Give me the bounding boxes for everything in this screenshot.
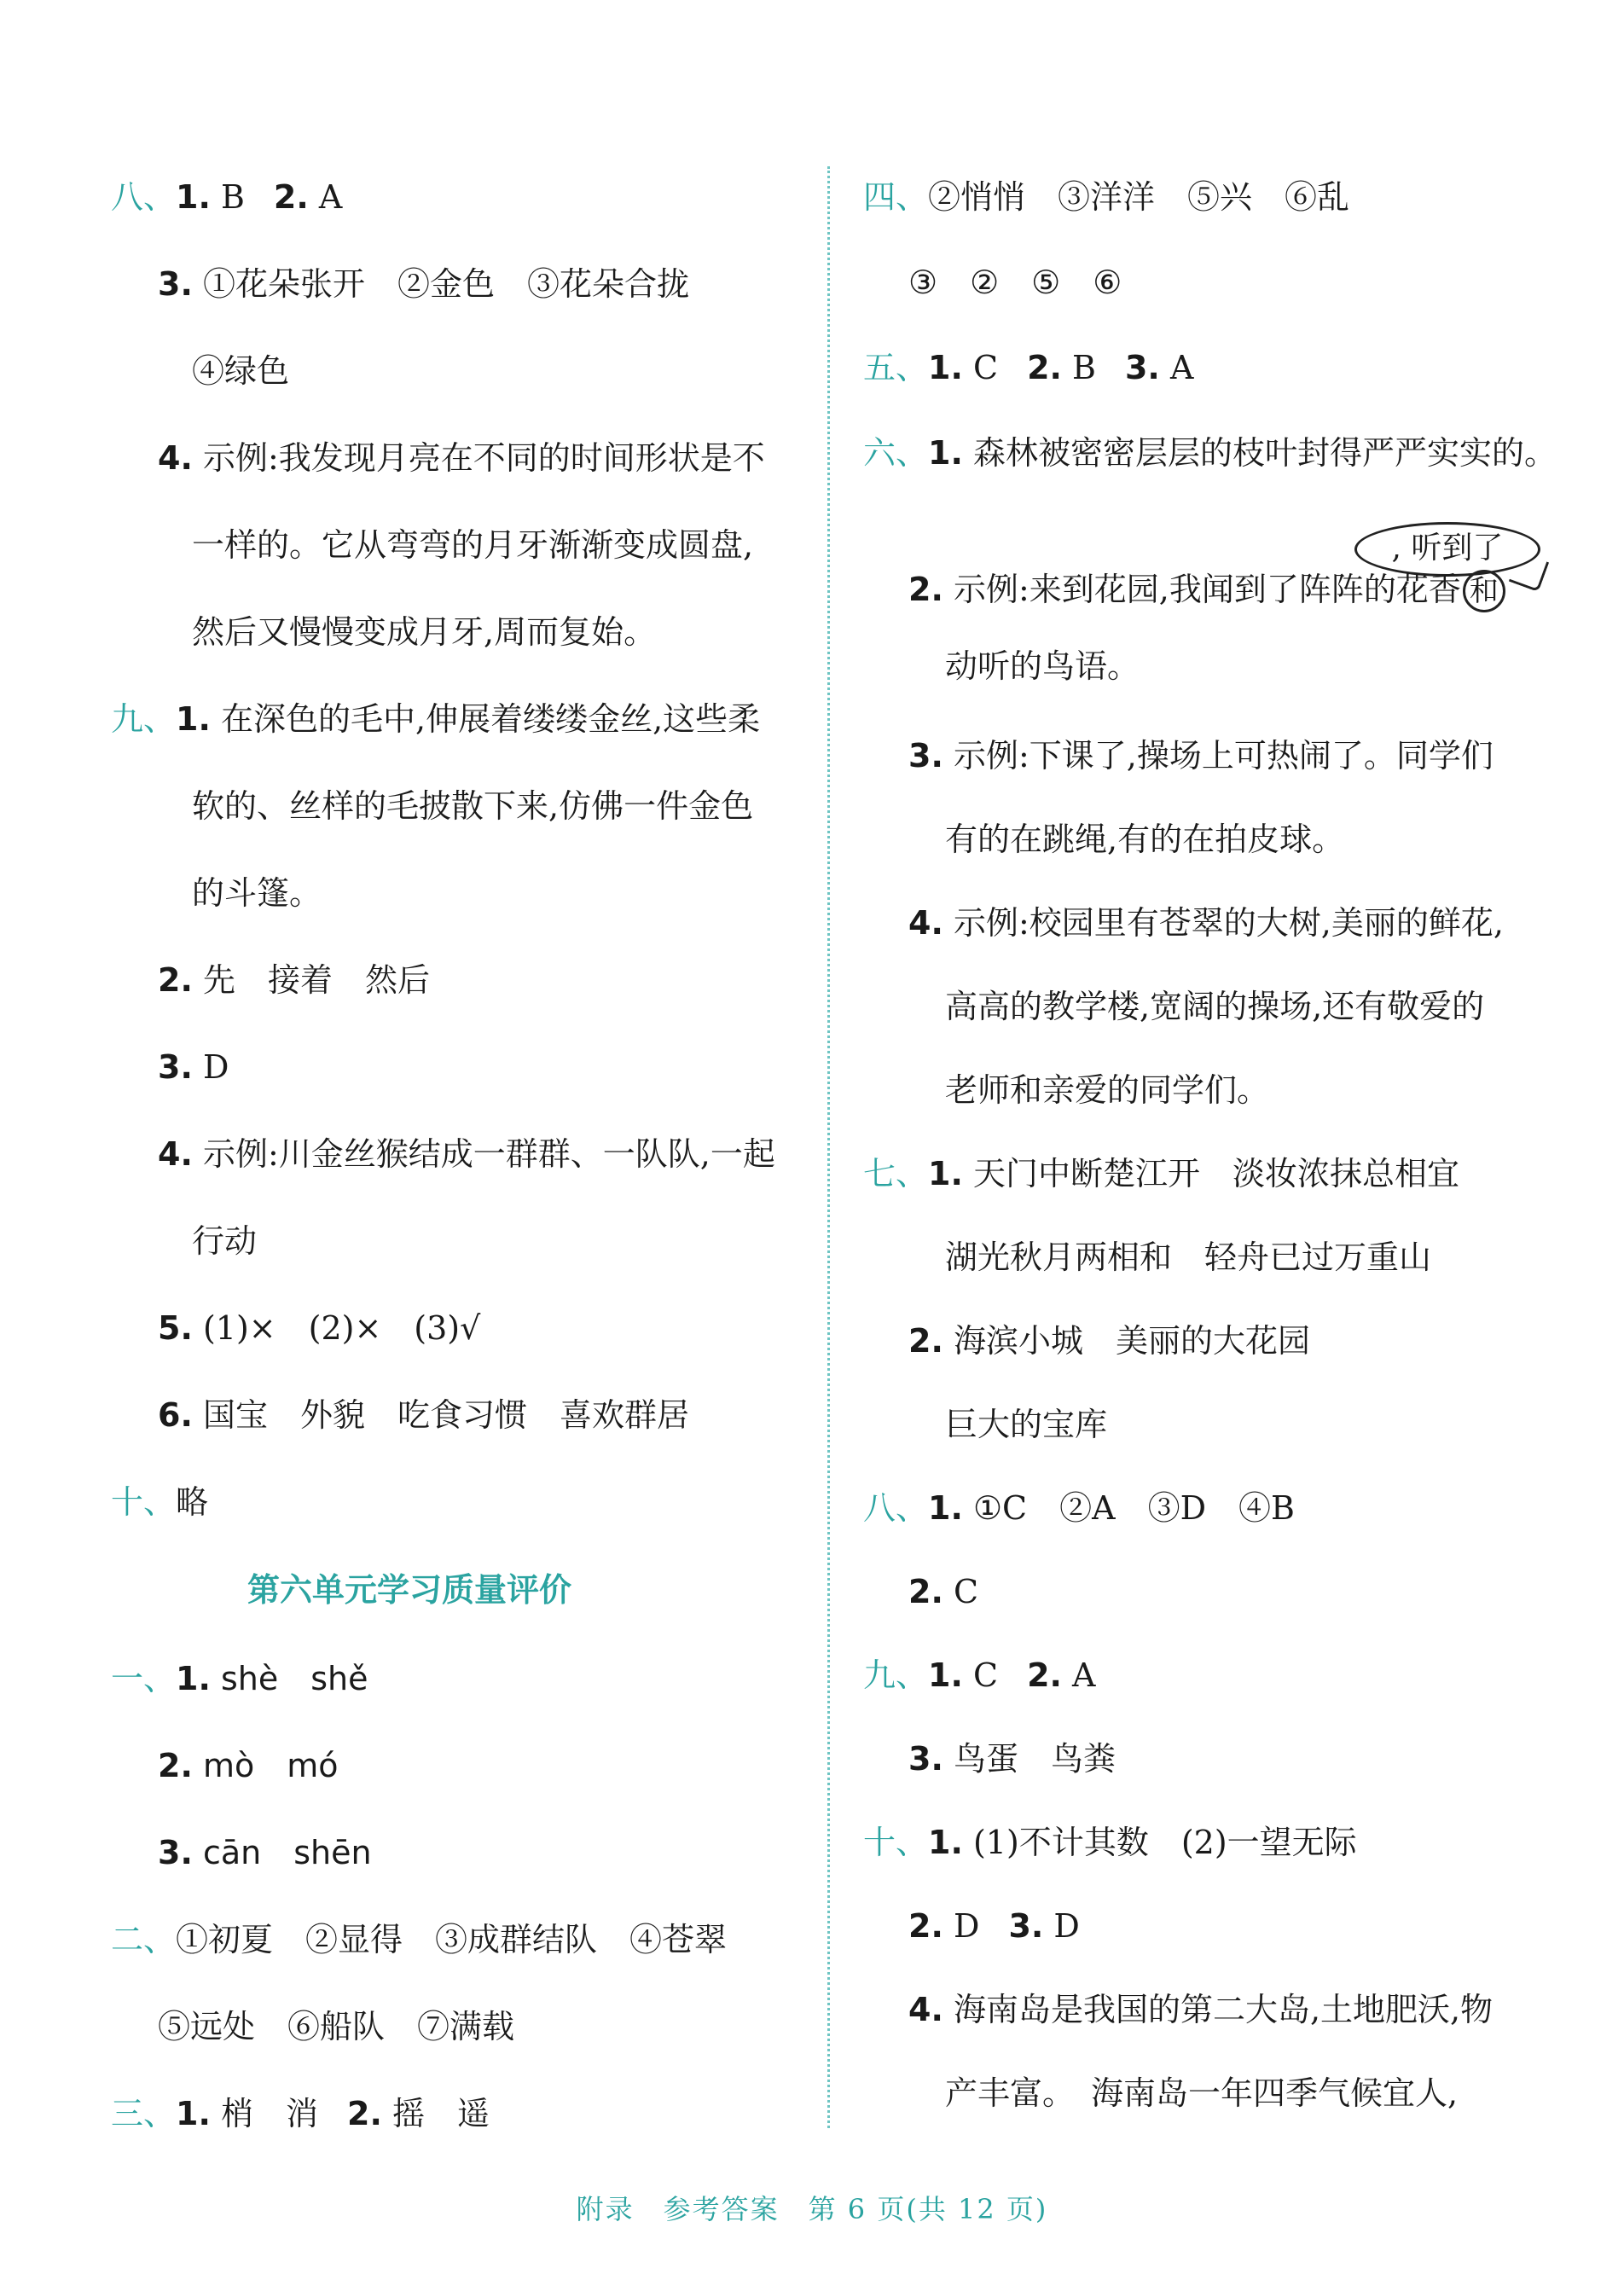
answer-line [158,2004,514,2049]
answer-line [863,345,1193,390]
answer-text: A [1061,1656,1096,1694]
item-number: 3. [158,1834,193,1871]
answer-text: ①花朵张开 ②金色 ③花朵合拢 [192,265,689,303]
answer-line [945,644,1140,688]
item-number: 2. [1027,1656,1062,1694]
item-number: 2. [347,2095,382,2132]
item-number: 2. [1027,349,1062,386]
answer-text: cān shēn [192,1834,372,1871]
item-number: 3. [1124,349,1160,386]
item-number: 1. [176,700,211,738]
answer-line [908,1904,1080,1948]
answer-line [111,175,342,219]
answer-line [908,1319,1310,1363]
answer-text: 海滨小城 美丽的大花园 [942,1322,1310,1360]
item-number: 4. [158,1135,193,1173]
answer-line [192,349,289,393]
answer-text: 摇 遥 [381,2095,490,2132]
answer-text: (1)× (2)× (3)√ [192,1309,481,1347]
answer-line [111,697,760,741]
answer-text: 先 接着 然后 [192,961,430,999]
answer-text: 国宝 外貌 吃食习惯 喜欢群居 [192,1396,689,1434]
item-number: 2. [908,1573,943,1610]
answer-text: D [942,1907,980,1945]
answer-text: 一样的。它从弯弯的月牙渐渐变成圆盘, [192,526,754,564]
answer-text: mò mó [192,1747,339,1784]
answer-text: 动听的鸟语。 [945,647,1140,685]
section-number: 七、 [863,1155,929,1192]
answer-line [192,610,656,654]
answer-line [158,1132,775,1176]
answer-line [192,1219,257,1263]
answer-text: B [210,178,245,216]
answer-line [158,958,430,1002]
answer-text: 软的、丝样的毛披散下来,仿佛一件金色 [192,787,754,825]
answer-line [863,431,1557,475]
answer-line [158,1393,689,1437]
answer-line [111,1656,368,1701]
answer-line [158,1743,339,1788]
item-number: 3. [158,265,193,303]
item-number: 1. [176,2095,211,2132]
item-number: 2. [908,571,943,608]
item-number: 4. [908,1991,943,2028]
answer-line [945,1068,1269,1112]
answer-text: (1)不计其数 (2)一望无际 [962,1824,1357,1861]
section-number: 一、 [111,1660,177,1697]
item-number: 1. [928,434,963,472]
item-number: 3. [908,1740,943,1778]
answer-line [945,2071,1458,2115]
answer-text: 略 [176,1483,209,1521]
answer-text: 梢 消 [210,2095,318,2132]
answer-text: 产丰富。 海南岛一年四季气候宜人, [945,2074,1459,2112]
item-number: 6. [158,1396,193,1434]
answer-text: 天门中断楚江开 淡妆浓抹总相宜 [962,1155,1459,1192]
item-number: 1. [176,1660,211,1697]
answer-text: D [192,1048,229,1086]
answer-text: ⑤远处 ⑥船队 ⑦满载 [158,2008,515,2045]
answer-text: ①C ②A ③D ④B [962,1489,1295,1527]
circled-character: 和 [1463,570,1505,612]
item-number: 3. [1008,1907,1044,1945]
answer-line [908,1737,1116,1781]
answer-text: 的斗篷。 [192,874,322,912]
section-number: 六、 [863,434,929,472]
item-number: 1. [928,1824,963,1861]
item-number: 3. [908,737,943,774]
answer-text: C [962,349,999,386]
answer-text: C [942,1573,979,1610]
answer-line [158,1045,229,1089]
answer-line [908,567,1505,612]
answer-line [158,1306,480,1350]
answer-line [158,262,689,306]
item-number: 1. [928,1155,963,1192]
answer-text: ①初夏 ②显得 ③成群结队 ④苍翠 [176,1921,728,1958]
answer-line [863,175,1349,219]
section-number: 二、 [111,1921,177,1958]
answer-text: 示例:下课了,操场上可热闹了。同学们 [942,737,1494,774]
answer-line [908,260,1122,305]
answer-text: 高高的教学楼,宽阔的操场,还有敬爱的 [945,988,1485,1025]
answer-text: 巨大的宝库 [945,1406,1108,1443]
item-number: 2. [158,961,193,999]
answer-text: A [1159,349,1194,386]
answer-line [908,734,1494,778]
item-number: 1. [928,349,963,386]
answer-text: 湖光秋月两相和 轻舟已过万重山 [945,1239,1432,1276]
answer-text: 有的在跳绳,有的在拍皮球。 [945,821,1345,858]
answer-text: 老师和亲爱的同学们。 [945,1071,1270,1109]
answer-text: 示例:校园里有苍翠的大树,美丽的鲜花, [942,904,1504,942]
page-footer: 附录 参考答案 第 6 页(共 12 页) [576,2193,1048,2225]
answer-text: 海南岛是我国的第二大岛,土地肥沃,物 [942,1991,1494,2028]
section-number: 八、 [863,1489,929,1527]
answer-text: C [962,1656,999,1694]
answer-text: 示例:我发现月亮在不同的时间形状是不 [192,439,765,477]
answer-line [111,1480,208,1524]
answer-text: 行动 [192,1222,258,1260]
answer-text: shè shě [210,1660,368,1697]
item-number: 5. [158,1309,193,1347]
section-number: 四、 [863,178,929,216]
answer-line [111,1917,727,1962]
answer-text: 然后又慢慢变成月牙,周而复始。 [192,613,657,651]
answer-line [192,871,322,915]
answer-line [945,984,1484,1029]
answer-text: ④绿色 [192,352,290,390]
answer-line [945,817,1344,861]
section-number: 八、 [111,178,177,216]
answer-line [158,1830,372,1875]
answer-line [863,1486,1295,1530]
item-number: 2. [908,1907,943,1945]
answer-line [945,1235,1431,1279]
item-number: 2. [273,178,309,216]
section-number: 九、 [863,1656,929,1694]
insertion-bubble: , 听到了 [1354,522,1540,577]
answer-line [945,1402,1107,1447]
answer-line [863,1820,1357,1865]
answer-line [908,901,1504,945]
answer-line [863,1152,1459,1196]
unit-heading: 第六单元学习质量评价 [246,1571,571,1609]
answer-text: 示例:川金丝猴结成一群群、一队队,一起 [192,1135,775,1173]
answer-line [192,523,753,567]
item-number: 4. [158,439,193,477]
item-number: 2. [158,1747,193,1784]
answer-line [111,2091,490,2136]
answer-text: 鸟蛋 鸟粪 [942,1740,1116,1778]
item-number: 3. [158,1048,193,1086]
answer-text: ②悄悄 ③洋洋 ⑤兴 ⑥乱 [928,178,1350,216]
section-number: 十、 [111,1483,177,1521]
section-number: 三、 [111,2095,177,2132]
section-number: 五、 [863,349,929,386]
answer-text: D [1043,1907,1080,1945]
item-number: 1. [176,178,211,216]
answer-text: B [1061,349,1096,386]
answer-text: 示例:来到花园,我闻到了阵阵的花香 [942,571,1461,608]
item-number: 1. [928,1489,963,1527]
section-number: 九、 [111,700,177,738]
answer-line [863,1653,1095,1697]
answer-text: A [308,178,343,216]
section-number: 十、 [863,1824,929,1861]
item-number: 1. [928,1656,963,1694]
column-divider [827,166,830,2128]
answer-line [192,784,753,828]
answer-line [908,1987,1493,2032]
answer-line [908,1569,978,1614]
answer-line [158,436,765,480]
answer-text: 在深色的毛中,伸展着缕缕金丝,这些柔 [210,700,761,738]
answer-text: ③ ② ⑤ ⑥ [908,264,1122,301]
item-number: 4. [908,904,943,942]
item-number: 2. [908,1322,943,1360]
answer-text: 森林被密密层层的枝叶封得严严实实的。 [962,434,1557,472]
